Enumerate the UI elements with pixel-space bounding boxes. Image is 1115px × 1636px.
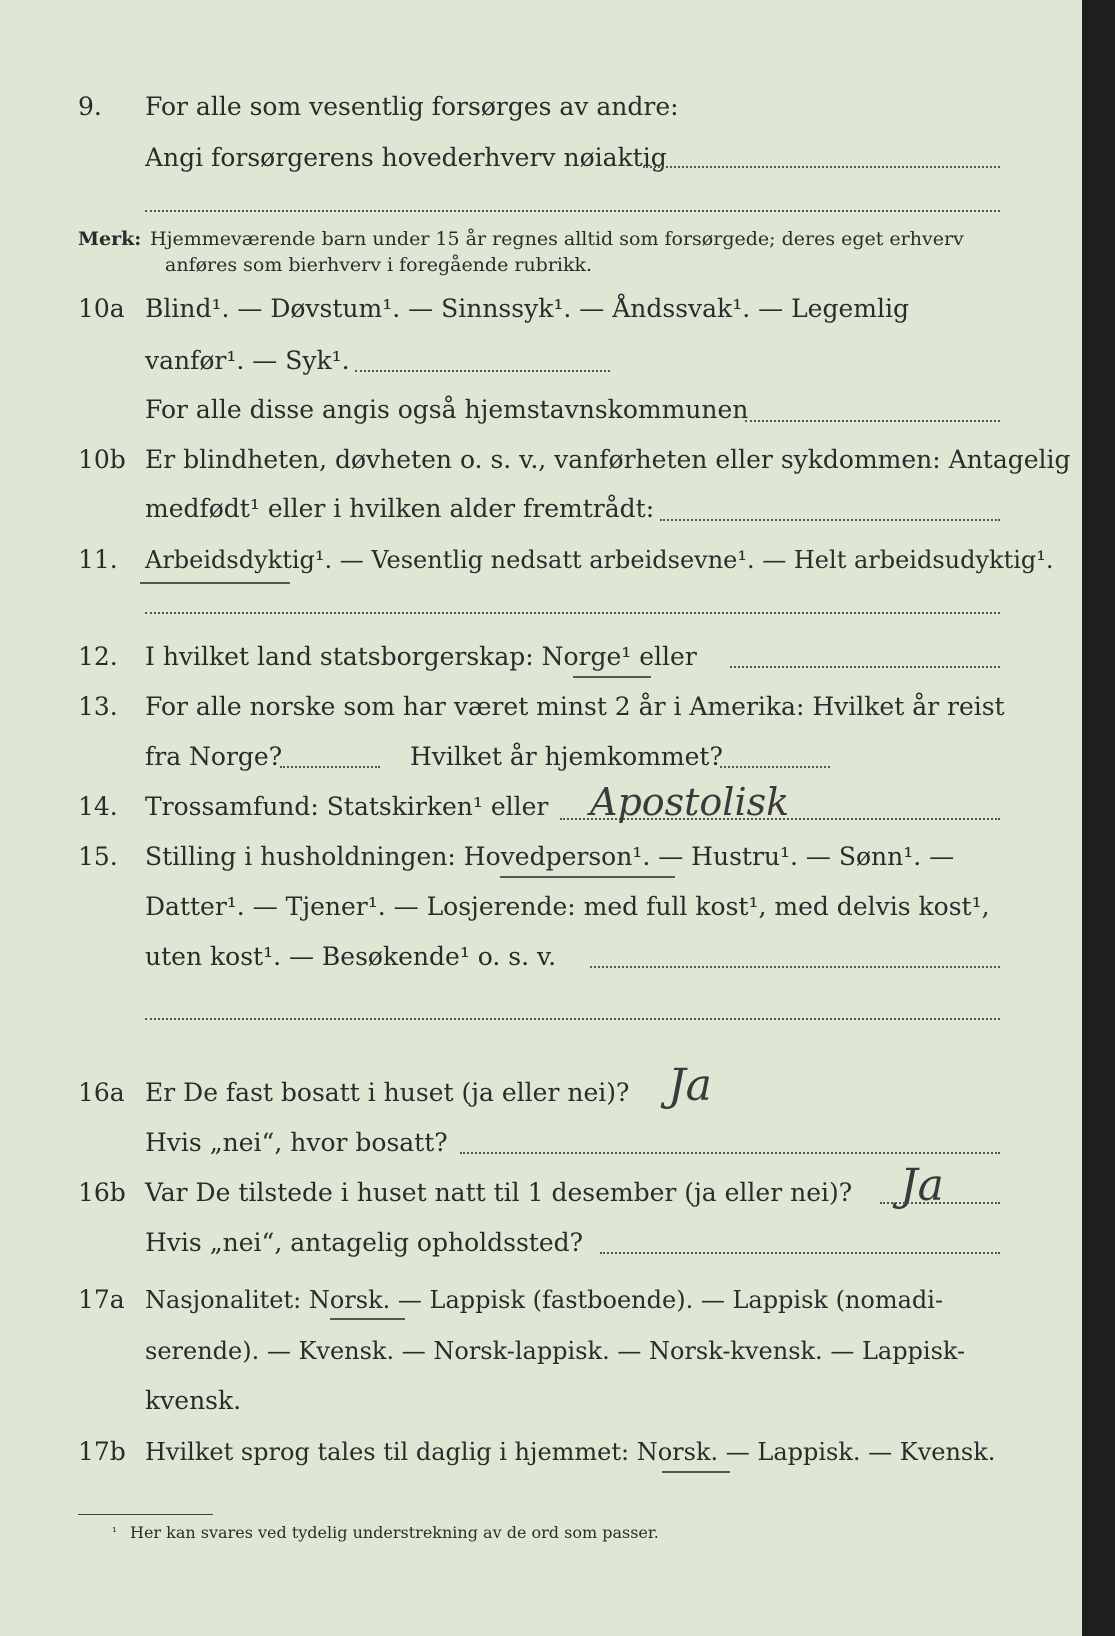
q16b-line1: Var De tilstede i huset natt til 1 desember (ja eller nei)? bbox=[145, 1178, 853, 1207]
scan-edge bbox=[1082, 0, 1115, 1636]
q16a-line1: Er De fast bosatt i huset (ja eller nei)? bbox=[145, 1078, 630, 1107]
q13-line2b: Hvilket år hjemkommet? bbox=[410, 742, 723, 771]
q17a-line2: serende). — Kvensk. — Norsk-lappisk. — Norsk-kvensk. — Lappisk- bbox=[145, 1337, 966, 1365]
q15-answer-field[interactable] bbox=[590, 966, 1000, 968]
q16b-handwritten-answer: Ja bbox=[900, 1160, 944, 1211]
q10b-line1: Er blindheten, døvheten o. s. v., vanførheten eller sykdommen: Antagelig bbox=[145, 445, 1071, 474]
q17a-number: 17a bbox=[78, 1285, 125, 1314]
q17a-line3: kvensk. bbox=[145, 1386, 242, 1415]
q15-number: 15. bbox=[78, 842, 118, 871]
merk-line1: Hjemmeværende barn under 15 år regnes alltid som forsørgede; deres eget erhverv bbox=[150, 228, 964, 250]
q11-number: 11. bbox=[78, 545, 118, 574]
q10b-answer-field[interactable] bbox=[660, 519, 1000, 521]
q13-departure-year-field[interactable] bbox=[280, 766, 380, 768]
q11-answer-field[interactable] bbox=[145, 612, 1000, 614]
q13-number: 13. bbox=[78, 692, 118, 721]
footnote-text: Her kan svares ved tydelig understrekning av de ord som passer. bbox=[130, 1523, 659, 1542]
q14-number: 14. bbox=[78, 792, 118, 821]
q14-handwritten-answer: Apostolisk bbox=[590, 780, 790, 824]
q15-line2: Datter¹. — Tjener¹. — Losjerende: med full kost¹, med delvis kost¹, bbox=[145, 892, 990, 921]
q9-answer-field-2[interactable] bbox=[145, 210, 1000, 212]
q15-answer-field-2[interactable] bbox=[145, 1018, 1000, 1020]
q9-number: 9. bbox=[78, 92, 102, 121]
q13-line1: For alle norske som har været minst 2 år i Amerika: Hvilket år reist bbox=[145, 692, 1005, 721]
q13-line2a: fra Norge? bbox=[145, 742, 283, 771]
q11-line1: Arbeidsdyktig¹. — Vesentlig nedsatt arbeidsevne¹. — Helt arbeidsudyktig¹. bbox=[145, 546, 1054, 574]
q9-line2: Angi forsørgerens hovederhverv nøiaktig bbox=[145, 143, 667, 172]
q16b-answer-field[interactable] bbox=[880, 1202, 1000, 1204]
q16a-answer-field[interactable] bbox=[460, 1152, 1000, 1154]
q15-line3: uten kost¹. — Besøkende¹ o. s. v. bbox=[145, 942, 557, 971]
q16b-number: 16b bbox=[78, 1178, 126, 1207]
q10a-line3: For alle disse angis også hjemstavnskommunen bbox=[145, 395, 749, 424]
q10b-number: 10b bbox=[78, 445, 126, 474]
merk-line2: anføres som bierhverv i foregående rubrikk. bbox=[165, 254, 593, 276]
q16a-handwritten-answer: Ja bbox=[668, 1060, 712, 1111]
q10a-home-municipality-field[interactable] bbox=[745, 420, 1000, 422]
footnote-rule bbox=[78, 1514, 213, 1515]
footnote-mark: ¹ bbox=[112, 1525, 117, 1539]
q16b-line2: Hvis „nei“, antagelig opholdssted? bbox=[145, 1228, 584, 1257]
q13-return-year-field[interactable] bbox=[720, 766, 830, 768]
q10a-line2: vanfør¹. — Syk¹. bbox=[145, 346, 350, 375]
q17b-line1: Hvilket sprog tales til daglig i hjemmet: Norsk. — Lappisk. — Kvensk. bbox=[145, 1438, 996, 1466]
q9-line1: For alle som vesentlig forsørges av andre: bbox=[145, 92, 679, 121]
q12-underline-mark bbox=[573, 676, 651, 678]
q11-underline-mark bbox=[140, 582, 290, 584]
q14-line1: Trossamfund: Statskirken¹ eller bbox=[145, 792, 549, 821]
q17a-underline-mark bbox=[330, 1318, 405, 1320]
q16b-location-field[interactable] bbox=[600, 1252, 1000, 1254]
q15-line1: Stilling i husholdningen: Hovedperson¹. — Hustru¹. — Sønn¹. — bbox=[145, 842, 955, 871]
q10b-line2: medfødt¹ eller i hvilken alder fremtrådt: bbox=[145, 494, 655, 523]
q9-answer-field[interactable] bbox=[643, 166, 1000, 168]
q17b-number: 17b bbox=[78, 1437, 126, 1466]
q12-line1: I hvilket land statsborgerskap: Norge¹ eller bbox=[145, 642, 697, 671]
q16a-number: 16a bbox=[78, 1078, 125, 1107]
q12-answer-field[interactable] bbox=[730, 666, 1000, 668]
q17a-line1: Nasjonalitet: Norsk. — Lappisk (fastboende). — Lappisk (nomadi- bbox=[145, 1286, 944, 1314]
q16a-line2: Hvis „nei“, hvor bosatt? bbox=[145, 1128, 448, 1157]
merk-label: Merk: bbox=[78, 228, 142, 250]
q10a-line1: Blind¹. — Døvstum¹. — Sinnssyk¹. — Åndssvak¹. — Legemlig bbox=[145, 294, 909, 323]
q10a-number: 10a bbox=[78, 294, 125, 323]
q12-number: 12. bbox=[78, 642, 118, 671]
q17b-underline-mark bbox=[662, 1471, 730, 1473]
q15-underline-mark bbox=[500, 876, 675, 878]
q10a-answer-field[interactable] bbox=[355, 370, 610, 372]
